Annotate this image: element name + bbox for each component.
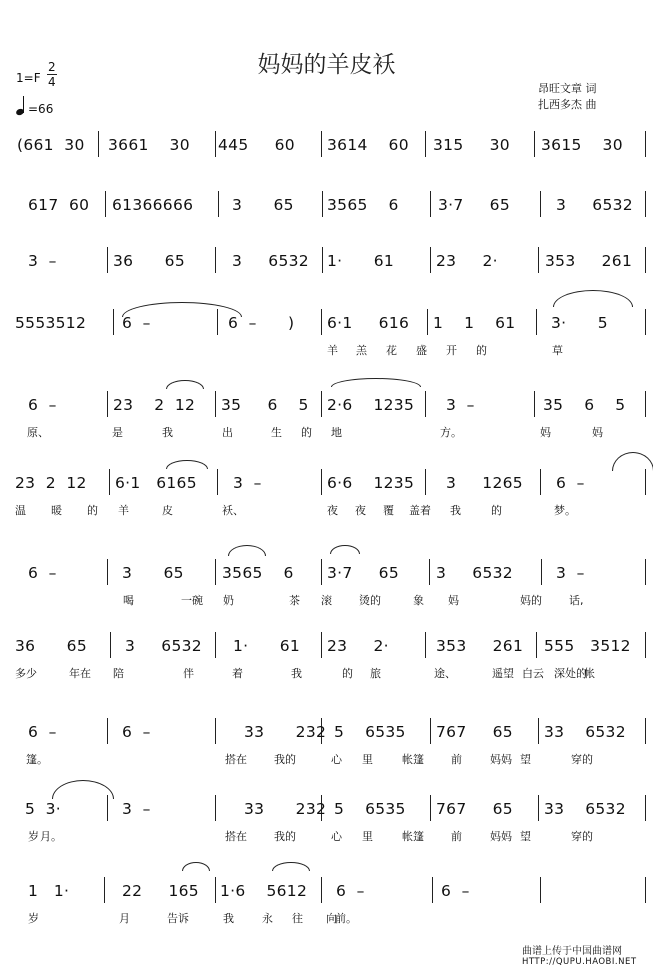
measure-notes: 1 1 61 (433, 314, 516, 332)
barline (645, 247, 646, 273)
barline (321, 877, 322, 903)
barline (429, 559, 430, 585)
key-signature: 1=F (16, 71, 41, 85)
lyric-syllable: 的 (491, 504, 502, 517)
measure-notes: 33 6532 (544, 800, 626, 818)
measure-notes: 6·6 1235 (327, 474, 415, 492)
lyric-syllable: 出 (222, 426, 233, 439)
lyric-syllable: 望 (520, 753, 531, 766)
measure-notes: 3 6532 (125, 637, 202, 655)
barline (540, 191, 541, 217)
lyric-syllable: 覆 (383, 504, 394, 517)
measure-notes: 33 6532 (544, 723, 626, 741)
lyric-syllable: 心 (331, 830, 342, 843)
measure-notes: 23 2 12 (113, 396, 196, 414)
measure-notes: 33 232 (244, 800, 327, 818)
barline (645, 795, 646, 821)
lyric-syllable: 一碗 (181, 594, 203, 607)
barline (215, 632, 216, 658)
lyric-syllable: 夜 (327, 504, 338, 517)
lyric-syllable: 我的 (274, 753, 296, 766)
measure-notes: 3·7 65 (327, 564, 400, 582)
measure-notes: 3614 60 (327, 136, 409, 154)
barline (215, 131, 216, 157)
barline (322, 247, 323, 273)
lyric-syllable: 我的 (274, 830, 296, 843)
barline (645, 131, 646, 157)
lyric-syllable: 皮 (162, 504, 173, 517)
lyric-syllable: 穿的 (571, 830, 593, 843)
slur-mark (228, 545, 266, 556)
barline (321, 469, 322, 495)
lyric-syllable: 白云 (522, 667, 544, 680)
measure-notes: 1· 61 (327, 252, 395, 270)
slur-mark (272, 862, 310, 871)
barline (321, 131, 322, 157)
lyric-syllable: 我 (450, 504, 461, 517)
lyric-syllable: 着 (232, 667, 243, 680)
measure-notes: 23 2· (327, 637, 389, 655)
lyric-syllable: 盛 (416, 344, 427, 357)
time-signature-bottom: 4 (48, 75, 56, 89)
lyric-syllable: 搭在 (225, 830, 247, 843)
measure-notes: 353 261 (436, 637, 524, 655)
measure-notes: 3 – (122, 800, 151, 818)
lyric-syllable: 原、 (27, 426, 49, 439)
measure-notes: 5 3· (25, 800, 62, 818)
lyric-syllable: 前 (451, 753, 462, 766)
slur-mark (166, 380, 204, 389)
measure-notes: 767 65 (436, 800, 513, 818)
measure-notes: 3 6532 (556, 196, 633, 214)
lyric-syllable: 前。 (335, 912, 357, 925)
lyric-syllable: 我 (223, 912, 234, 925)
barline (538, 718, 539, 744)
barline (425, 391, 426, 417)
lyric-syllable: 旅 (370, 667, 381, 680)
measure-notes: 35 6 5 (221, 396, 309, 414)
barline (538, 247, 539, 273)
barline (321, 632, 322, 658)
lyric-syllable: 方。 (440, 426, 462, 439)
measure-notes: 767 65 (436, 723, 513, 741)
slur-mark (330, 545, 360, 554)
measure-notes: 6 – (122, 314, 151, 332)
barline (645, 391, 646, 417)
lyric-syllable: 开 (446, 344, 457, 357)
measure-notes: 6 – (336, 882, 365, 900)
measure-notes: 36 65 (113, 252, 186, 270)
measure-notes: 6 – (441, 882, 470, 900)
footer-site-name: 曲谱上传于中国曲谱网 (522, 946, 622, 957)
barline (540, 469, 541, 495)
barline (427, 309, 428, 335)
barline (432, 877, 433, 903)
lyric-syllable: 心 (331, 753, 342, 766)
lyric-syllable: 羔 (356, 344, 367, 357)
lyric-syllable: 途、 (434, 667, 456, 680)
lyric-syllable: 茶 (289, 594, 300, 607)
lyric-syllable: 月 (119, 912, 130, 925)
lyric-syllable: 前 (451, 830, 462, 843)
lyric-syllable: 帐 (584, 667, 595, 680)
slur-mark (612, 452, 653, 471)
tempo-marking (16, 96, 53, 116)
measure-notes: 6 – ) (228, 314, 295, 332)
lyric-syllable: 搭在 (225, 753, 247, 766)
measure-notes: 3 – (233, 474, 262, 492)
lyric-syllable: 象 (413, 594, 424, 607)
measure-notes: 555 3512 (544, 637, 631, 655)
measure-notes: 3565 6 (327, 196, 399, 214)
barline (105, 191, 106, 217)
lyric-syllable: 帐篷 (402, 830, 424, 843)
lyric-syllable: 告诉 (167, 912, 189, 925)
lyric-syllable: 羊 (118, 504, 129, 517)
lyric-syllable: 月。 (40, 830, 62, 843)
measure-notes: 1· 61 (233, 637, 301, 655)
barline (322, 191, 323, 217)
lyric-syllable: 话, (569, 594, 584, 607)
lyric-syllable: 袄、 (222, 504, 244, 517)
barline (107, 718, 108, 744)
barline (645, 191, 646, 217)
barline (645, 877, 646, 903)
measure-notes: 23 2· (436, 252, 498, 270)
slur-mark (52, 780, 114, 799)
measure-notes: 5553512 (15, 314, 87, 332)
barline (98, 131, 99, 157)
lyric-syllable: 妈妈 (490, 753, 512, 766)
lyric-syllable: 永 (262, 912, 273, 925)
lyric-syllable: 花 (386, 344, 397, 357)
barline (215, 877, 216, 903)
measure-notes: 22 165 (122, 882, 199, 900)
barline (218, 191, 219, 217)
lyric-syllable: 地 (331, 426, 342, 439)
barline (104, 877, 105, 903)
lyric-syllable: 妈 (592, 426, 603, 439)
measure-notes: 5 6535 (334, 723, 406, 741)
measure-notes: 3 – (446, 396, 475, 414)
lyric-syllable: 岁 (28, 912, 39, 925)
barline (215, 795, 216, 821)
measure-notes: 445 60 (218, 136, 295, 154)
measure-notes: 3 65 (232, 196, 294, 214)
barline (430, 718, 431, 744)
measure-notes: 6 – (28, 723, 57, 741)
barline (540, 877, 541, 903)
barline (645, 559, 646, 585)
measure-notes: 315 30 (433, 136, 510, 154)
barline (107, 559, 108, 585)
lyric-syllable: 羊 (327, 344, 338, 357)
lyric-syllable: 滚 (321, 594, 332, 607)
composer-credit: 扎西多杰 曲 (538, 98, 597, 111)
lyric-syllable: 遥望 (492, 667, 514, 680)
measure-notes: 1 1· (28, 882, 70, 900)
barline (321, 391, 322, 417)
barline (109, 469, 110, 495)
barline (321, 309, 322, 335)
lyric-syllable: 我 (291, 667, 302, 680)
barline (536, 309, 537, 335)
lyric-syllable: 盖着 (409, 504, 431, 517)
measure-notes: 6 – (28, 396, 57, 414)
barline (215, 391, 216, 417)
lyric-syllable: 里 (362, 830, 373, 843)
measure-notes: 6 – (556, 474, 585, 492)
lyric-syllable: 的 (342, 667, 353, 680)
measure-notes: 2·6 1235 (327, 396, 415, 414)
lyric-syllable: 暖 (51, 504, 62, 517)
barline (425, 131, 426, 157)
lyric-syllable: 妈的 (520, 594, 542, 607)
slur-mark (166, 460, 208, 469)
barline (430, 247, 431, 273)
slur-mark (553, 290, 633, 307)
measure-notes: 6·1 6165 (115, 474, 197, 492)
time-signature (47, 60, 57, 89)
measure-notes: 3615 30 (541, 136, 623, 154)
lyric-syllable: 伴 (183, 667, 194, 680)
measure-notes: 3 1265 (446, 474, 523, 492)
lyric-syllable: 我 (162, 426, 173, 439)
barline (215, 247, 216, 273)
time-signature-top: 2 (48, 60, 56, 74)
lyric-syllable: 深处的 (554, 667, 587, 680)
measure-notes: 61366666 (112, 196, 194, 214)
lyric-syllable: 年在 (69, 667, 91, 680)
lyric-syllable: 生 (271, 426, 282, 439)
lyric-syllable: 温 (15, 504, 26, 517)
measure-notes: 6 – (122, 723, 151, 741)
measure-notes: 3661 30 (108, 136, 190, 154)
barline (107, 247, 108, 273)
lyric-syllable: 妈 (540, 426, 551, 439)
lyric-syllable: 奶 (223, 594, 234, 607)
lyric-syllable: 帐篷 (402, 753, 424, 766)
barline (645, 309, 646, 335)
measure-notes: 36 65 (15, 637, 88, 655)
barline (215, 559, 216, 585)
measure-notes: 3 6532 (232, 252, 309, 270)
lyric-syllable: 望 (520, 830, 531, 843)
barline (321, 559, 322, 585)
lyric-syllable: 向 (326, 912, 337, 925)
barline (536, 632, 537, 658)
barline (215, 718, 216, 744)
barline (425, 632, 426, 658)
measure-notes: 6 – (28, 564, 57, 582)
barline (107, 391, 108, 417)
lyric-syllable: 妈妈 (490, 830, 512, 843)
measure-notes: 353 261 (545, 252, 633, 270)
measure-notes: (661 30 (17, 136, 85, 154)
lyric-syllable: 陪 (113, 667, 124, 680)
lyric-syllable: 是 (112, 426, 123, 439)
lyric-syllable: 多少 (15, 667, 37, 680)
barline (113, 309, 114, 335)
slur-mark (331, 378, 421, 387)
measure-notes: 5 6535 (334, 800, 406, 818)
lyric-syllable: 的 (476, 344, 487, 357)
lyric-syllable: 的 (301, 426, 312, 439)
quarter-note-icon (16, 96, 28, 116)
lyric-syllable: 喝 (123, 594, 134, 607)
barline (645, 632, 646, 658)
barline (645, 469, 646, 495)
slur-mark (182, 862, 210, 871)
lyric-syllable: 穿的 (571, 753, 593, 766)
lyric-syllable: 妈 (448, 594, 459, 607)
lyric-syllable: 往 (292, 912, 303, 925)
barline (217, 469, 218, 495)
measure-notes: 3 – (556, 564, 585, 582)
measure-notes: 3 6532 (436, 564, 513, 582)
barline (534, 131, 535, 157)
barline (430, 191, 431, 217)
lyric-syllable: 梦。 (554, 504, 576, 517)
footer-credit (522, 946, 637, 968)
barline (645, 718, 646, 744)
barline (110, 632, 111, 658)
lyric-syllable: 岁 (28, 830, 39, 843)
barline (425, 469, 426, 495)
measure-notes: 617 60 (28, 196, 90, 214)
footer-url: HTTP://QUPU.HAOBI.NET (522, 957, 637, 967)
barline (541, 559, 542, 585)
tempo-value: =66 (28, 102, 54, 116)
lyric-syllable: 夜 (355, 504, 366, 517)
barline (430, 795, 431, 821)
measure-notes: 3·7 65 (438, 196, 511, 214)
measure-notes: 3565 6 (222, 564, 294, 582)
slur-mark (122, 302, 242, 317)
measure-notes: 3· 5 (551, 314, 608, 332)
lyric-syllable: 篷。 (26, 753, 48, 766)
measure-notes: 3 – (28, 252, 57, 270)
lyricist-credit: 昂旺文章 词 (538, 82, 597, 95)
lyric-syllable: 草 (552, 344, 563, 357)
measure-notes: 33 232 (244, 723, 327, 741)
page-title: 妈妈的羊皮袄 (257, 52, 396, 78)
lyric-syllable: 的 (87, 504, 98, 517)
measure-notes: 1·6 5612 (220, 882, 308, 900)
measure-notes: 6·1 616 (327, 314, 410, 332)
barline (538, 795, 539, 821)
measure-notes: 35 6 5 (543, 396, 626, 414)
measure-notes: 23 2 12 (15, 474, 87, 492)
lyric-syllable: 烫的 (359, 594, 381, 607)
barline (534, 391, 535, 417)
measure-notes: 3 65 (122, 564, 184, 582)
lyric-syllable: 里 (362, 753, 373, 766)
